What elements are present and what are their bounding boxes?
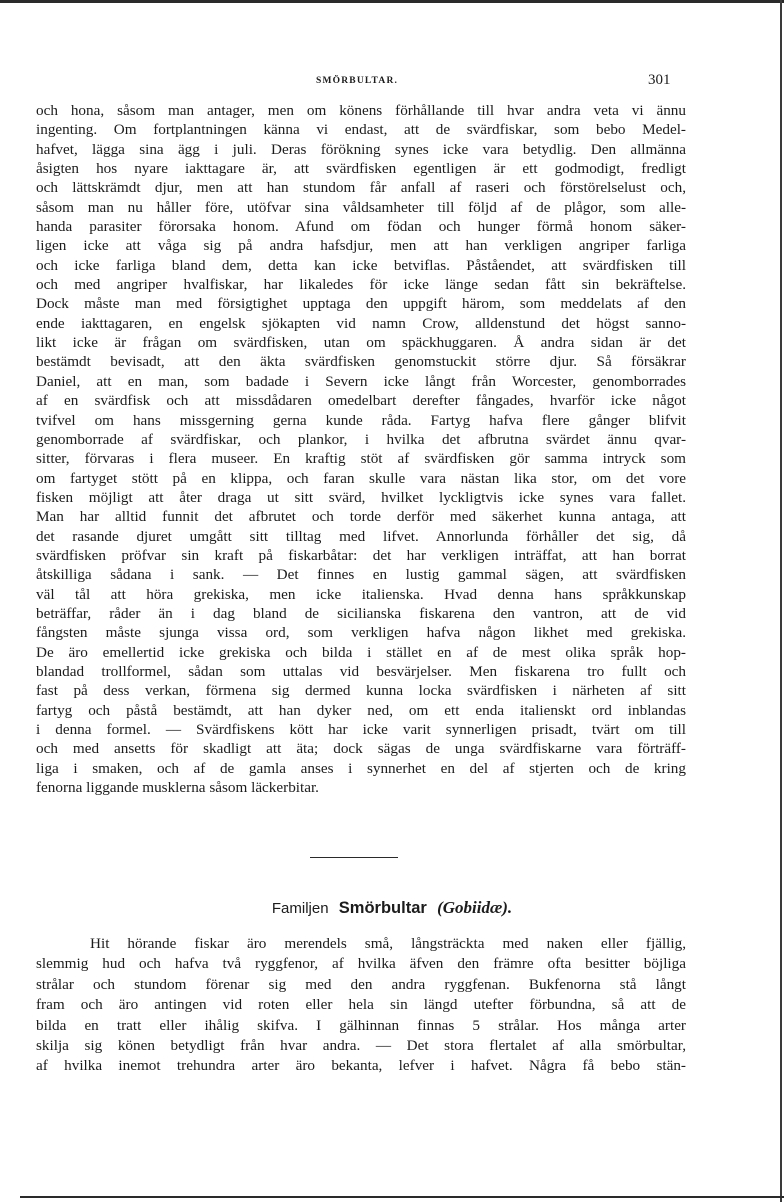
text-line: åtskilliga sådana i sank. — Det finnes en lustig gammal sägen, att svärdfisken xyxy=(36,566,686,584)
text-line: tvifvel om hans missgerning gerna kunde råda. Fartyg hafva flere gånger blifvit xyxy=(36,411,686,429)
text-line: om fartyget stött på en klippa, och faran skulle vara nästan lika stor, om det vore xyxy=(36,469,686,487)
text-line: Man har alltid funnit det afbrutet och torde derför med säkerhet kunna antaga, att xyxy=(36,508,686,526)
text-line: liga i smaken, och af de gamla anses i synnerhet en del af stjerten och de kring xyxy=(36,759,686,777)
page-right-edge xyxy=(780,0,782,1202)
text-line: slemmig hud och hafva två ryggfenor, af hvilka äfven den främre ofta besitter böjliga xyxy=(36,955,686,973)
section-divider xyxy=(310,857,398,858)
text-line: De äro emellertid icke grekiska och bilda i stället en af de mest olika språk hop- xyxy=(36,643,686,661)
text-line: ende iakttagaren, en engelsk sjökapten vid namn Crow, alldenstund det högst sanno- xyxy=(36,314,686,332)
text-line: Dock måste man med försigtighet upptaga den uppgift härom, som meddelats af den xyxy=(36,295,686,313)
page-number: 301 xyxy=(648,72,671,88)
text-line: hafvet, lägga sina ägg i juli. Deras förökning synes icke vara betydlig. Den allmänna xyxy=(36,140,686,158)
text-line: och hona, såsom man antager, men om könens förhållande till hvar andra veta vi ännu xyxy=(36,102,686,119)
text-line: blandad trollformel, sådan som uttalas vid besvärjelser. Men fiskarena tro fullt och xyxy=(36,662,686,680)
text-line: bestämdt bevisadt, att den äkta svärdfisken genomstuckit större djur. Så försäkrar xyxy=(36,353,686,371)
text-line: ingenting. Om fortplantningen känna vi endast, att de svärdfiskar, som bebo Medel- xyxy=(36,121,686,139)
section-heading-latin: (Gobiidæ). xyxy=(437,898,513,917)
text-line: skilja sig könen betydligt från hvar andra. — Det stora flertalet af alla smörbultar, xyxy=(36,1036,686,1054)
text-line: såsom man nu håller före, utöfvar sina våldsamheter till följd af de plågor, som alle- xyxy=(36,198,686,216)
text-line: fisken möjligt att åter draga ut sitt svärd, hvilket lyckligtvis icke synes vara fallet. xyxy=(36,488,686,506)
section-heading xyxy=(0,898,784,918)
text-line: beträffar, råder än i dag bland de sicilianska fiskarena den vantron, att de vid xyxy=(36,604,686,622)
text-line: det rasande djuret umgått sitt tilltag med lifvet. Annorlunda förhåller det sig, då xyxy=(36,527,686,545)
text-line: genomborrade af svärdfiskar, och plankor, i hvilka det afbrutna svärdet ännu qvar- xyxy=(36,430,686,448)
text-line: och icke farliga bland dem, detta kan icke betviflas. Påståendet, att svärdfisken till xyxy=(36,256,686,274)
text-line: af hvilka inemot trehundra arter äro bekanta, lefver i hafvet. Några få bebo stän- xyxy=(36,1057,686,1075)
main-text-block xyxy=(36,101,686,797)
text-line: fast på dess verkan, förmena sig dermed kunna locka svärdfisken i närheten af sitt xyxy=(36,682,686,700)
text-line: Daniel, att en man, som badade i Severn icke långt från Worcester, genomborrades xyxy=(36,372,686,390)
text-line: fram och äro antingen vid roten eller hela sin längd utefter förbundna, så att de xyxy=(36,996,686,1014)
text-line: väl tål att höra grekiska, men icke italienska. Hvad denna hans språkkunskap xyxy=(36,585,686,603)
text-line: strålar och stundom förenar sig med den andra ryggfenan. Bukfenorna stå långt xyxy=(36,975,686,993)
text-line: i denna formel. — Svärdfiskens kött har icke varit synnerligen prisadt, tvärt om till xyxy=(36,721,686,738)
section-paragraph xyxy=(36,934,686,1077)
section-heading-name: Smörbultar xyxy=(338,899,427,917)
text-line: svärdfisken pröfvar sin kraft på fiskarbåtar: det har verkligen inträffat, att han borrat xyxy=(36,546,686,564)
page-bottom-edge xyxy=(20,1196,784,1198)
text-line: Hit hörande fiskar äro merendels små, långsträckta med naken eller fjällig, xyxy=(90,935,686,952)
text-line: och med ansetts för skadligt att äta; dock sägas de unga svärdfiskarne vara förträff- xyxy=(36,740,686,758)
text-line: fartyg och påstå bestämdt, att han dyker ned, om ett enda italienskt ord inblandas xyxy=(36,701,686,719)
text-line: och lättskrämdt djur, men att han stundom får anfall af raseri och förstörelselust och, xyxy=(36,179,686,197)
text-line: åsigten hos nyare iakttagare är, att svärdfisken egentligen är ett godmodigt, fredligt xyxy=(36,160,686,178)
text-line: fenorna liggande musklerna såsom läckerbitar. xyxy=(36,779,319,797)
text-line: ligen icke att våga sig på andra hafsdjur, men att han verkligen angriper farliga xyxy=(36,237,686,255)
text-line: af en svärdfisk och att missdådaren omedelbart derefter fångades, hvarför icke något xyxy=(36,392,686,410)
text-line: och med angriper hvalfiskar, har likaledes för icke länge sedan fått sin bekräftelse. xyxy=(36,276,686,294)
running-head: SMÖRBULTAR. xyxy=(316,76,399,86)
text-line: handa parasiter förorsaka honom. Afund om födan och hunger förmå honom säker- xyxy=(36,218,686,236)
text-line: sitter, förvaras i flera museer. En kraftig stöt af svärdfisken gör samma intryck som xyxy=(36,450,686,468)
page-top-edge xyxy=(0,0,784,3)
section-heading-prefix: Familjen xyxy=(271,900,329,917)
text-line: likt icke är frågan om svärdfisken, utan om späckhuggaren. Å andra sidan är det xyxy=(36,334,686,352)
text-line: bilda en tratt eller ihålig skifva. I gälhinnan finnas 5 strålar. Hos många arter xyxy=(36,1016,686,1034)
text-line: fångsten måste sjunga vissa ord, som verkligen hafva någon likhet med grekiska. xyxy=(36,624,686,642)
